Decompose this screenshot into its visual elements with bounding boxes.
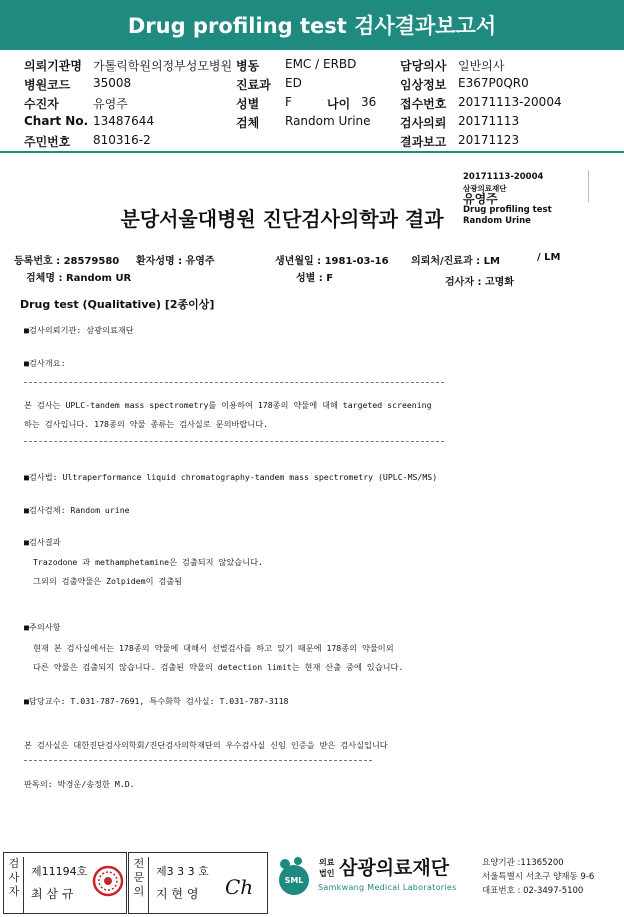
result-line-2: 그외의 검출약물은 Zolpidem이 검출됨 [33,576,183,586]
section-overview: ■검사개요: [24,358,66,368]
referral: 의뢰처/진료과 : LM [411,256,500,267]
overview-line-2: 하는 검사입니다. 178종의 약물 종류는 검사실로 문의바랍니다. [24,419,269,429]
agency-number: 요양기관 :11365200 [482,858,564,868]
tester: 검사자 : 고명화 [445,277,514,288]
hospital-code-label: 병원코드 [24,78,71,92]
test-title: Drug test (Qualitative) [2종이상] [20,298,215,311]
org-phone: 대표번호 : 02-3497-5100 [482,886,584,896]
specimen-value: Random Urine [285,114,371,128]
clinical-info-value: E367P0QR0 [458,76,529,90]
report-date-value: 20171123 [458,133,520,147]
official-seal-icon [92,865,124,897]
org-prefix-2: 법인 [319,869,335,878]
dashed-rule [24,382,444,383]
certification: 본 검사실은 대한진단검사의학회/진단검사의학재단의 우수검사실 신임 인증을 받은 검사실입니다 [24,740,388,750]
specimen-name: 검체명 : Random UR [26,273,132,284]
reader: 판독의: 박경운/송정한 M.D. [24,779,135,789]
org-prefix-1: 의료 [319,858,335,867]
ward-label: 병동 [236,59,260,73]
stamp-receipt-no: 20171113-20004 [463,172,544,182]
chart-no-value: 13487644 [93,114,155,128]
patient-value: 유영주 [93,97,128,111]
department-label: 진료과 [236,78,271,92]
patient-label: 수진자 [24,97,59,111]
specialist-box-label: 전문의 [130,857,149,913]
department-value: ED [285,76,302,90]
clinical-info-label: 임상정보 [400,78,447,92]
age-value: 36 [361,95,377,109]
patient-name: 환자성명 : 유영주 [136,256,215,267]
result-line-1: Trazodone 과 methamphetamine은 검출되지 않았습니다. [33,557,263,567]
section-agency: ■검사의뢰기관: 삼광의료재단 [24,325,134,335]
resident-no-value: 810316-2 [93,133,151,147]
receipt-no-label: 접수번호 [400,97,447,111]
section-specimen: ■검사검체: Random urine [24,505,130,515]
section-contact: ■담당교수: T.031-787-7691, 특수화학 검사실: T.031-787-3118 [24,696,289,706]
request-date-value: 20171113 [458,114,520,128]
org-name: 삼광의료재단 [339,857,450,879]
org-address: 서울특별시 서초구 양재동 9-6 [482,872,595,882]
section-result: ■검사결과 [24,537,61,547]
sex-value: F [285,95,292,109]
tester-box-label: 검사자 [5,857,24,913]
logo-text: SML [284,876,304,885]
stamp-patient-name: 유영주 [463,192,498,206]
receipt-no-value: 20171113-20004 [458,95,562,109]
doctor-label: 담당의사 [400,59,447,73]
request-date-label: 검사의뢰 [400,116,447,130]
ward-value: EMC / ERBD [285,57,357,71]
dashed-rule [24,760,372,761]
birth-date: 생년월일 : 1981-03-16 [275,256,389,267]
stamp-specimen: Random Urine [463,216,531,226]
hospital-code-value: 35008 [93,76,132,90]
doc-sex: 성별 : F [296,273,334,284]
report-title: Drug profiling test 검사결과보고서 [0,0,624,50]
note-line-1: 현재 본 검사실에서는 178종의 약물에 대해서 선별검사를 하고 있기 때문에 178종의 약물이외 [33,643,394,653]
org-english-name: Samkwang Medical Laboratories [318,883,457,892]
section-method: ■검사법: Ultraperformance liquid chromatography-tandem mass spectrometry (UPLC-MS/MS) [24,472,438,482]
specialist-license-no: 제3 3 3 호 [156,865,209,878]
overview-line-1: 본 검사는 UPLC-tandem mass spectrometry를 이용하여 178종의 약물에 대해 targeted screening [24,400,432,410]
sml-logo-icon [272,856,316,900]
lab-result-document [0,170,624,842]
age-label: 나이 [327,97,351,111]
specimen-label: 검체 [236,116,260,130]
dashed-rule [24,441,444,442]
chart-no-label: Chart No. [24,114,89,128]
signature: Ch [225,875,254,899]
patient-info-panel [0,52,624,152]
note-line-2: 다른 약물은 검출되지 않습니다. 검출된 약물의 detection limit는 현재 산출 중에 있습니다. [33,662,404,672]
document-title: 분당서울대병원 진단검사의학과 결과 [120,207,444,231]
divider [0,151,624,153]
stamp-org: 삼광의료재단 [463,184,507,193]
agency-value: 가톨릭학원의정부성모병원 [93,59,233,73]
signature-footer [0,850,624,917]
registration-no: 등록번호 : 28579580 [14,256,120,267]
specialist-name: 지 현 영 [156,887,199,901]
tester-box [3,852,127,914]
doctor-value: 일반의사 [458,59,505,73]
section-note: ■주의사항 [24,622,61,632]
sex-label: 성별 [236,97,260,111]
specialist-box [128,852,268,914]
stamp-test-name: Drug profiling test [463,205,552,215]
tester-license-no: 제11194호 [31,865,88,878]
referral-dept: / LM [537,252,561,263]
resident-no-label: 주민번호 [24,135,71,149]
report-date-label: 결과보고 [400,135,447,149]
tester-name: 최 삼 규 [31,887,74,901]
agency-label: 의뢰기관명 [24,59,82,73]
